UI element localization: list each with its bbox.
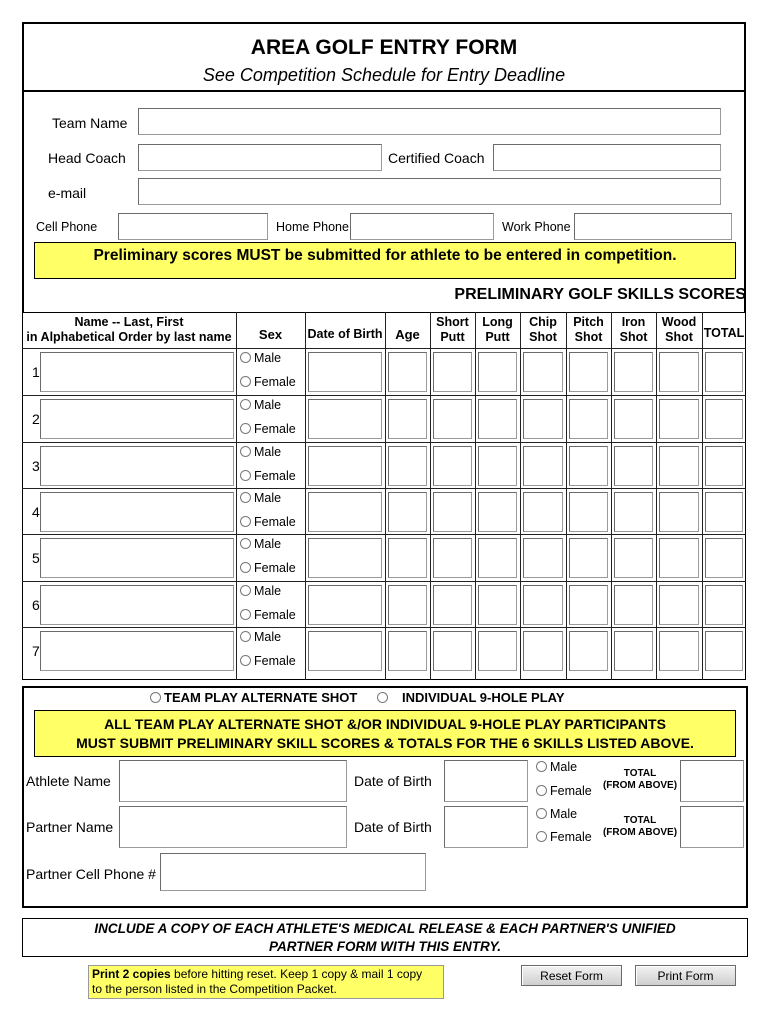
sex-female-option[interactable] [240, 375, 296, 389]
short-putt-input[interactable] [433, 352, 472, 392]
col-header-short-putt [430, 315, 475, 345]
wood-shot-input[interactable] [659, 399, 699, 439]
athlete-dob-label: Date of Birth [354, 773, 432, 789]
row-number: 5 [32, 550, 40, 566]
total-input[interactable] [705, 585, 743, 625]
col-header-dob: Date of Birth [307, 327, 383, 341]
athlete-name-input[interactable] [40, 631, 234, 671]
col-header-long-putt-2: Putt [485, 330, 510, 344]
long-putt-input[interactable] [478, 446, 517, 486]
female-label: Female [254, 469, 296, 483]
male-radio[interactable] [240, 352, 251, 363]
iron-shot-input[interactable] [614, 631, 653, 671]
grid-vline [656, 312, 657, 680]
partner-total-text: TOTAL [623, 815, 657, 826]
grid-vline [475, 312, 476, 680]
chip-shot-input[interactable] [523, 631, 563, 671]
sex-female-option[interactable] [240, 469, 296, 483]
female-radio[interactable] [240, 423, 251, 434]
sex-male-option[interactable] [240, 584, 281, 598]
dob-input[interactable] [308, 585, 382, 625]
iron-shot-input[interactable] [614, 352, 653, 392]
home-phone-input[interactable] [350, 213, 494, 240]
col-header-iron-1: Iron [621, 315, 646, 329]
total-input[interactable] [705, 399, 743, 439]
print-form-button[interactable]: Print Form [635, 965, 736, 986]
individual-play-radio[interactable] [377, 692, 388, 703]
print-note-rest: before hitting reset. Keep 1 copy & mail 1 copy [170, 967, 423, 981]
athlete-male-radio[interactable] [536, 761, 547, 772]
scores-title: PRELIMINARY GOLF SKILLS SCORES [454, 286, 746, 303]
grid-vline [236, 312, 237, 680]
partner-name-input[interactable] [119, 806, 347, 848]
short-putt-input[interactable] [433, 538, 472, 578]
long-putt-input[interactable] [478, 352, 517, 392]
partner-male-radio[interactable] [536, 808, 547, 819]
partner-female-radio[interactable] [536, 831, 547, 842]
long-putt-input[interactable] [478, 538, 517, 578]
total-input[interactable] [705, 631, 743, 671]
head-coach-input[interactable] [138, 144, 382, 171]
grid-hline [22, 627, 746, 628]
partner-cell-label: Partner Cell Phone # [26, 866, 156, 882]
athlete-female-option[interactable] [536, 784, 592, 798]
dob-input[interactable] [308, 399, 382, 439]
total-input[interactable] [705, 492, 743, 532]
female-label: Female [254, 515, 296, 529]
iron-shot-input[interactable] [614, 585, 653, 625]
sex-male-option[interactable] [240, 537, 281, 551]
partner-male-option[interactable] [536, 807, 577, 821]
total-input[interactable] [705, 446, 743, 486]
pitch-shot-input[interactable] [569, 399, 608, 439]
sex-female-option[interactable] [240, 515, 296, 529]
male-label: Male [254, 445, 282, 459]
female-radio[interactable] [240, 562, 251, 573]
age-input[interactable] [388, 352, 427, 392]
age-input[interactable] [388, 631, 427, 671]
age-input[interactable] [388, 446, 427, 486]
pitch-shot-input[interactable] [569, 585, 608, 625]
male-label: Male [254, 491, 282, 505]
female-radio[interactable] [240, 470, 251, 481]
individual-play-label: INDIVIDUAL 9-HOLE PLAY [402, 690, 565, 705]
male-radio[interactable] [240, 585, 251, 596]
age-input[interactable] [388, 399, 427, 439]
grid-vline [430, 312, 431, 680]
team-name-input[interactable] [138, 108, 721, 135]
female-label: Female [254, 608, 296, 622]
wood-shot-input[interactable] [659, 631, 699, 671]
age-input[interactable] [388, 585, 427, 625]
email-label: e-mail [48, 185, 87, 201]
wood-shot-input[interactable] [659, 352, 699, 392]
cell-phone-input[interactable] [118, 213, 268, 240]
pitch-shot-input[interactable] [569, 631, 608, 671]
partner-male-label: Male [550, 807, 578, 821]
grid-vline [566, 312, 567, 680]
dob-input[interactable] [308, 538, 382, 578]
grid-vline [611, 312, 612, 680]
long-putt-input[interactable] [478, 585, 517, 625]
partner-female-label: Female [550, 830, 592, 844]
partner-female-option[interactable] [536, 830, 592, 844]
partner-dob-label: Date of Birth [354, 819, 432, 835]
col-header-total: TOTAL [703, 326, 745, 340]
col-header-pitch-2: Shot [574, 330, 603, 344]
preliminary-notice [34, 242, 736, 279]
col-header-wood-1: Wood [661, 315, 697, 329]
female-label: Female [254, 561, 296, 575]
sex-male-option[interactable] [240, 398, 281, 412]
reset-form-button[interactable]: Reset Form [521, 965, 622, 986]
short-putt-input[interactable] [433, 631, 472, 671]
col-header-name [22, 315, 236, 345]
col-header-chip-shot [520, 315, 566, 345]
short-putt-input[interactable] [433, 446, 472, 486]
pitch-shot-input[interactable] [569, 492, 608, 532]
iron-shot-input[interactable] [614, 446, 653, 486]
athlete-name-input[interactable] [40, 399, 234, 439]
male-radio[interactable] [240, 631, 251, 642]
athlete-name-label: Athlete Name [26, 773, 111, 789]
certified-coach-label: Certified Coach [388, 150, 485, 166]
print-note-bold: Print 2 copies [92, 967, 171, 981]
medical-notice [22, 918, 748, 957]
wood-shot-input[interactable] [659, 446, 699, 486]
grid-hline [22, 395, 746, 396]
athlete-total-label [600, 768, 680, 792]
head-coach-label: Head Coach [48, 150, 126, 166]
contact-section [22, 92, 24, 312]
grid-vline [520, 312, 521, 680]
male-label: Male [254, 630, 282, 644]
male-label: Male [254, 537, 282, 551]
col-header-pitch-1: Pitch [573, 315, 604, 329]
athlete-name-input[interactable] [40, 352, 234, 392]
long-putt-input[interactable] [478, 492, 517, 532]
sex-female-option[interactable] [240, 422, 296, 436]
col-header-age: Age [395, 327, 420, 342]
col-header-name-line1: Name -- Last, First [74, 315, 184, 329]
page-subtitle: See Competition Schedule for Entry Deadline [202, 65, 566, 85]
row-number: 4 [32, 504, 40, 520]
team-name-label: Team Name [52, 115, 128, 131]
col-header-iron-2: Shot [619, 330, 648, 344]
email-input[interactable] [138, 178, 721, 205]
row-number: 2 [32, 411, 40, 427]
team-play-radio[interactable] [150, 692, 161, 703]
female-radio[interactable] [240, 655, 251, 666]
sex-male-option[interactable] [240, 491, 281, 505]
header-box [22, 22, 746, 92]
cell-phone-label: Cell Phone [36, 220, 98, 234]
grid-vline [385, 312, 386, 680]
grid-hline [22, 348, 746, 349]
row-number: 7 [32, 643, 40, 659]
col-header-wood-shot [656, 315, 702, 345]
partner-total-label [600, 815, 680, 839]
col-header-long-putt-1: Long [482, 315, 513, 329]
female-radio[interactable] [240, 609, 251, 620]
female-label: Female [254, 422, 296, 436]
grid-hline [22, 581, 746, 582]
total-input[interactable] [705, 538, 743, 578]
short-putt-input[interactable] [433, 585, 472, 625]
male-radio[interactable] [240, 538, 251, 549]
athlete-name-input[interactable] [40, 446, 234, 486]
col-header-wood-2: Shot [665, 330, 693, 344]
partner-total-input[interactable] [680, 806, 744, 848]
col-header-chip-1: Chip [529, 315, 557, 329]
col-header-short-putt-1: Short [436, 315, 469, 329]
col-header-name-line2: in Alphabetical Order by last name [26, 330, 232, 344]
col-header-iron-shot [611, 315, 656, 345]
male-radio[interactable] [240, 399, 251, 410]
athlete-name-input[interactable] [40, 538, 234, 578]
chip-shot-input[interactable] [523, 399, 563, 439]
home-phone-label: Home Phone [276, 220, 349, 234]
chip-shot-input[interactable] [523, 538, 563, 578]
iron-shot-input[interactable] [614, 492, 653, 532]
team-play-label: TEAM PLAY ALTERNATE SHOT [164, 690, 358, 705]
chip-shot-input[interactable] [523, 585, 563, 625]
age-input[interactable] [388, 538, 427, 578]
play-notice-line2: MUST SUBMIT PRELIMINARY SKILL SCORES & TOTALS FOR THE 6 SKILLS LISTED ABOVE. [76, 735, 694, 751]
partner-from-above-text: (FROM ABOVE) [602, 827, 678, 838]
athlete-female-radio[interactable] [536, 785, 547, 796]
col-header-pitch-shot [566, 315, 611, 345]
play-notice [34, 710, 736, 757]
athlete-dob-input[interactable] [444, 760, 528, 802]
grid-hline [22, 442, 746, 443]
athlete-total-input[interactable] [680, 760, 744, 802]
male-radio[interactable] [240, 492, 251, 503]
male-radio[interactable] [240, 446, 251, 457]
athlete-male-option[interactable] [536, 760, 577, 774]
pitch-shot-input[interactable] [569, 538, 608, 578]
chip-shot-input[interactable] [523, 446, 563, 486]
athlete-female-label: Female [550, 784, 592, 798]
pitch-shot-input[interactable] [569, 352, 608, 392]
team-play-option[interactable] [150, 690, 357, 705]
medical-notice-line1: INCLUDE A COPY OF EACH ATHLETE'S MEDICAL RELEASE & EACH PARTNER'S UNIFIED [94, 921, 676, 936]
athlete-from-above-text: (FROM ABOVE) [602, 780, 678, 791]
short-putt-input[interactable] [433, 399, 472, 439]
sex-female-option[interactable] [240, 561, 296, 575]
age-input[interactable] [388, 492, 427, 532]
long-putt-input[interactable] [478, 631, 517, 671]
preliminary-notice-text: Preliminary scores MUST be submitted for athlete to be entered in competition. [93, 247, 677, 264]
row-number: 3 [32, 458, 40, 474]
sex-female-option[interactable] [240, 654, 296, 668]
col-header-long-putt [475, 315, 520, 345]
col-header-short-putt-2: Putt [440, 330, 465, 344]
dob-input[interactable] [308, 352, 382, 392]
row-number: 1 [32, 364, 40, 380]
male-label: Male [254, 584, 282, 598]
grid-vline [305, 312, 306, 680]
dob-input[interactable] [308, 492, 382, 532]
print-note [88, 965, 444, 999]
chip-shot-input[interactable] [523, 492, 563, 532]
athlete-male-label: Male [550, 760, 578, 774]
total-input[interactable] [705, 352, 743, 392]
wood-shot-input[interactable] [659, 492, 699, 532]
col-header-chip-2: Shot [529, 330, 557, 344]
sex-male-option[interactable] [240, 445, 281, 459]
individual-play-option[interactable] [377, 690, 565, 705]
athlete-name-input[interactable] [40, 585, 234, 625]
sex-male-option[interactable] [240, 351, 281, 365]
medical-notice-line2: PARTNER FORM WITH THIS ENTRY. [268, 939, 501, 954]
grid-vline [702, 312, 703, 680]
grid-hline [22, 534, 746, 535]
col-header-sex: Sex [258, 327, 283, 342]
wood-shot-input[interactable] [659, 538, 699, 578]
row-number: 6 [32, 597, 40, 613]
print-note-line1 [92, 967, 440, 982]
male-label: Male [254, 351, 282, 365]
female-radio[interactable] [240, 516, 251, 527]
athlete-name-input[interactable] [40, 492, 234, 532]
dob-input[interactable] [308, 446, 382, 486]
female-radio[interactable] [240, 376, 251, 387]
dob-input[interactable] [308, 631, 382, 671]
work-phone-label: Work Phone [502, 220, 571, 234]
play-notice-line1: ALL TEAM PLAY ALTERNATE SHOT &/OR INDIVIDUAL 9-HOLE PLAY PARTICIPANTS [104, 716, 666, 732]
grid-hline [22, 488, 746, 489]
female-label: Female [254, 375, 296, 389]
page-title: AREA GOLF ENTRY FORM [250, 36, 518, 59]
athlete-name-input[interactable] [119, 760, 347, 802]
print-note-line2: to the person listed in the Competition Packet. [92, 982, 337, 996]
contact-section-right [744, 92, 746, 312]
short-putt-input[interactable] [433, 492, 472, 532]
partner-cell-input[interactable] [160, 853, 426, 891]
work-phone-input[interactable] [574, 213, 732, 240]
iron-shot-input[interactable] [614, 399, 653, 439]
iron-shot-input[interactable] [614, 538, 653, 578]
wood-shot-input[interactable] [659, 585, 699, 625]
certified-coach-input[interactable] [493, 144, 721, 171]
long-putt-input[interactable] [478, 399, 517, 439]
athlete-total-text: TOTAL [623, 768, 657, 779]
partner-dob-input[interactable] [444, 806, 528, 848]
chip-shot-input[interactable] [523, 352, 563, 392]
sex-male-option[interactable] [240, 630, 281, 644]
pitch-shot-input[interactable] [569, 446, 608, 486]
female-label: Female [254, 654, 296, 668]
male-label: Male [254, 398, 282, 412]
sex-female-option[interactable] [240, 608, 296, 622]
partner-name-label: Partner Name [26, 819, 114, 835]
